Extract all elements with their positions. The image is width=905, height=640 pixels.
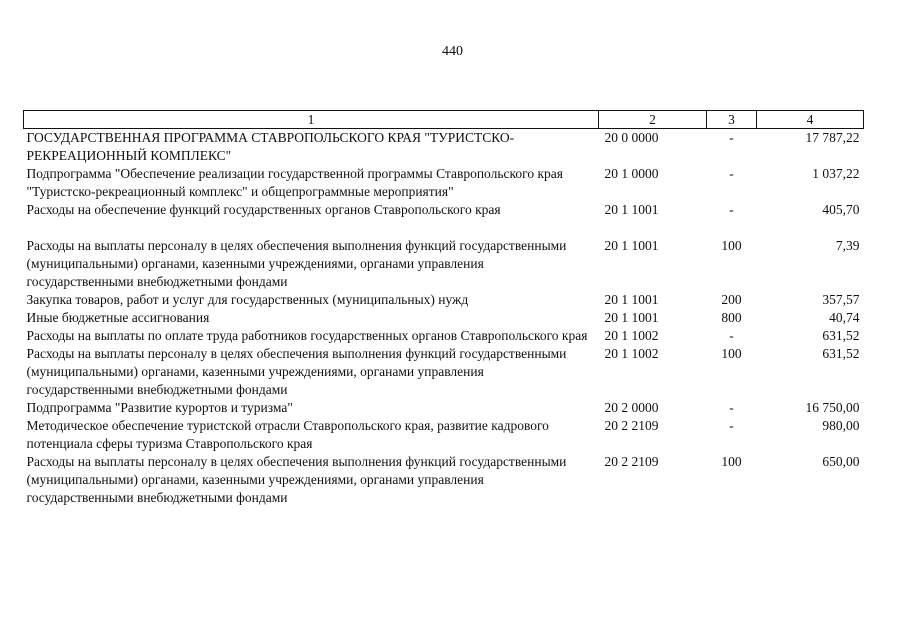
budget-table	[23, 110, 864, 507]
table-row	[24, 345, 864, 399]
row-name: Расходы на обеспечение функций государственных органов Ставропольского края	[26, 202, 501, 217]
table-body	[24, 129, 864, 508]
row-name: Расходы на выплаты персоналу в целях обеспечения выполнения функций государственными (муниципальными) органами, казенными учреждениями, органами управления государственными внебюджетными фондами	[26, 238, 567, 289]
row-name: Расходы на выплаты персоналу в целях обеспечения выполнения функций государственными (муниципальными) органами, казенными учреждениями, органами управления государственными внебюджетными фондами	[26, 454, 567, 505]
row-name: Закупка товаров, работ и услуг для государственных (муниципальных) нужд	[26, 292, 469, 307]
column-header-3: 3	[707, 111, 757, 129]
row-amount: 405,70	[822, 202, 860, 217]
row-type: -	[729, 202, 734, 217]
row-amount: 7,39	[835, 238, 860, 253]
row-name: Расходы на выплаты персоналу в целях обеспечения выполнения функций государственными (муниципальными) органами, казенными учреждениями, органами управления государственными внебюджетными фондами	[26, 346, 567, 397]
header-row	[24, 111, 864, 129]
row-amount: 17 787,22	[805, 130, 860, 145]
row-type: -	[729, 130, 734, 145]
row-amount: 1 037,22	[812, 166, 860, 181]
row-type: 100	[721, 346, 742, 361]
row-type: 100	[721, 454, 742, 469]
row-code: 20 2 2109	[604, 418, 659, 433]
row-type: -	[729, 166, 734, 181]
table-row	[24, 453, 864, 507]
row-name: Иные бюджетные ассигнования	[26, 310, 210, 325]
table-row	[24, 237, 864, 291]
table-row	[24, 399, 864, 417]
row-code: 20 2 0000	[604, 400, 659, 415]
row-type: -	[729, 418, 734, 433]
row-type: 100	[721, 238, 742, 253]
row-type: 200	[721, 292, 742, 307]
row-type: -	[729, 328, 734, 343]
column-header-1: 1	[24, 111, 599, 129]
row-amount: 16 750,00	[805, 400, 860, 415]
table-row	[24, 291, 864, 309]
table-header	[24, 111, 864, 129]
column-header-4: 4	[757, 111, 864, 129]
table-row	[24, 165, 864, 201]
row-code: 20 1 1001	[604, 292, 659, 307]
row-code: 20 2 2109	[604, 454, 659, 469]
row-code: 20 1 1002	[604, 328, 659, 343]
row-code: 20 1 1002	[604, 346, 659, 361]
row-amount: 631,52	[822, 346, 860, 361]
row-name: Расходы на выплаты по оплате труда работников государственных органов Ставропольского края	[26, 328, 588, 343]
row-code: 20 1 1001	[604, 202, 659, 217]
table-row	[24, 327, 864, 345]
row-amount: 650,00	[822, 454, 860, 469]
row-name: Методическое обеспечение туристской отрасли Ставропольского края, развитие кадрового потенциала сферы туризма Ставропольского края	[26, 418, 549, 451]
table-row	[24, 309, 864, 327]
row-name: Подпрограмма "Обеспечение реализации государственной программы Ставропольского края "Туристско-рекреационный комплекс" и общепрограммные мероприятия"	[26, 166, 563, 199]
table-row	[24, 129, 864, 166]
row-code: 20 0 0000	[604, 130, 659, 145]
row-amount: 40,74	[829, 310, 860, 325]
row-amount: 980,00	[822, 418, 860, 433]
row-name: ГОСУДАРСТВЕННАЯ ПРОГРАММА СТАВРОПОЛЬСКОГО КРАЯ "ТУРИСТСКО-РЕКРЕАЦИОННЫЙ КОМПЛЕКС"	[26, 130, 515, 163]
page-number: 440	[442, 44, 463, 59]
table-row	[24, 201, 864, 237]
row-code: 20 1 1001	[604, 238, 659, 253]
row-code: 20 1 0000	[604, 166, 659, 181]
row-amount: 357,57	[822, 292, 860, 307]
table-row	[24, 417, 864, 453]
row-name: Подпрограмма "Развитие курортов и туризма"	[26, 400, 293, 415]
row-type: -	[729, 400, 734, 415]
row-amount: 631,52	[822, 328, 860, 343]
column-header-2: 2	[599, 111, 707, 129]
row-type: 800	[721, 310, 742, 325]
row-code: 20 1 1001	[604, 310, 659, 325]
